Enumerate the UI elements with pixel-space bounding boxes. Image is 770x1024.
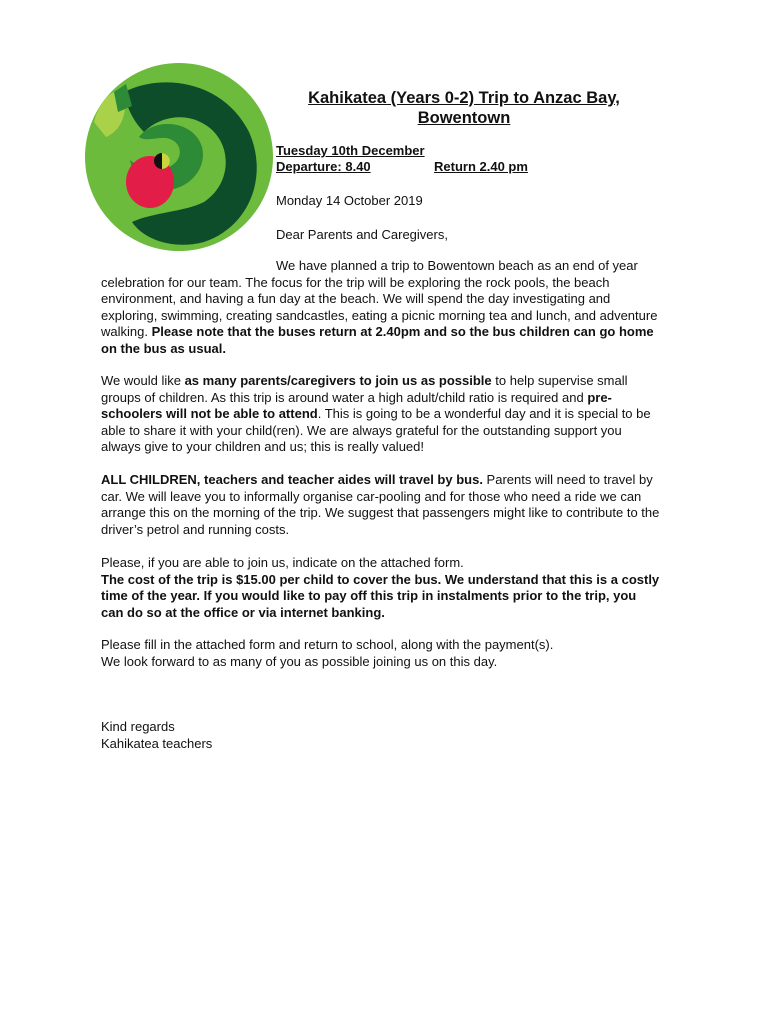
trip-details <box>276 143 528 175</box>
p2-e: . This is going to be a wonderful day and it is special to be able to share it with your child(ren). We are always grateful for the outstanding support you always give to your children and us; this is really valued! <box>101 406 651 454</box>
paragraph-helpers <box>101 373 661 456</box>
p3-bold: ALL CHILDREN, teachers and teacher aides will travel by bus. <box>101 472 483 487</box>
p3-text: Parents will need to travel by car. We will leave you to informally organise car-pooling and for those who need a ride we can arrange this on the morning of the trip. We suggest that passengers might like to contribute to the driver’s petrol and running costs. <box>101 472 660 537</box>
salutation: Dear Parents and Caregivers, <box>276 227 448 242</box>
p4-text: Please, if you are able to join us, indicate on the attached form. <box>101 555 464 570</box>
p2-a: We would like <box>101 373 185 388</box>
title-line-2: Bowentown <box>417 109 511 127</box>
letter-date: Monday 14 October 2019 <box>276 193 423 208</box>
p1-text: We have planned a trip to Bowentown beach as an end of year celebration for our team. The focus for the trip will be exploring the rock pools, the beach environment, and having a fun day at the beach. We will spend the day investigating and exploring, swimming, creating sandcastles, eating a picnic morning tea and lunch, and adventure walking. <box>101 258 658 339</box>
p2-d: pre-schoolers will not be able to attend <box>101 389 612 421</box>
trip-day: Tuesday 10th December <box>276 143 425 158</box>
p2-c: to help supervise small groups of children. As this trip is around water a high adult/child ratio is required and <box>101 373 628 405</box>
paragraph-return-form <box>101 637 661 670</box>
school-logo <box>84 62 274 252</box>
sign-off <box>101 719 661 752</box>
paragraph-transport <box>101 472 661 538</box>
p5-line-2: We look forward to as many of you as possible joining us on this day. <box>101 653 498 669</box>
title-line-1: Kahikatea (Years 0-2) Trip to Anzac Bay, <box>308 89 620 107</box>
departure-time: Departure: 8.40 <box>276 159 371 174</box>
p1-bold: Please note that the buses return at 2.40pm and so the bus children can go home on the bus as usual. <box>101 324 654 356</box>
p5-line-1: Please fill in the attached form and return to school, along with the payment(s). <box>101 637 554 652</box>
closing: Kind regards <box>101 719 175 734</box>
p2-b: as many parents/caregivers to join us as possible <box>184 373 492 388</box>
page-title <box>276 88 652 128</box>
paragraph-cost <box>101 555 661 621</box>
return-time: Return 2.40 pm <box>434 159 528 174</box>
paragraph-trip-plan <box>101 258 661 357</box>
p4-bold: The cost of the trip is $15.00 per child to cover the bus. We understand that this is a costly time of the year. If you would like to pay off this trip in instalments prior to the trip, you can do so at the office or via internet banking. <box>101 571 660 620</box>
signature: Kahikatea teachers <box>101 735 213 751</box>
